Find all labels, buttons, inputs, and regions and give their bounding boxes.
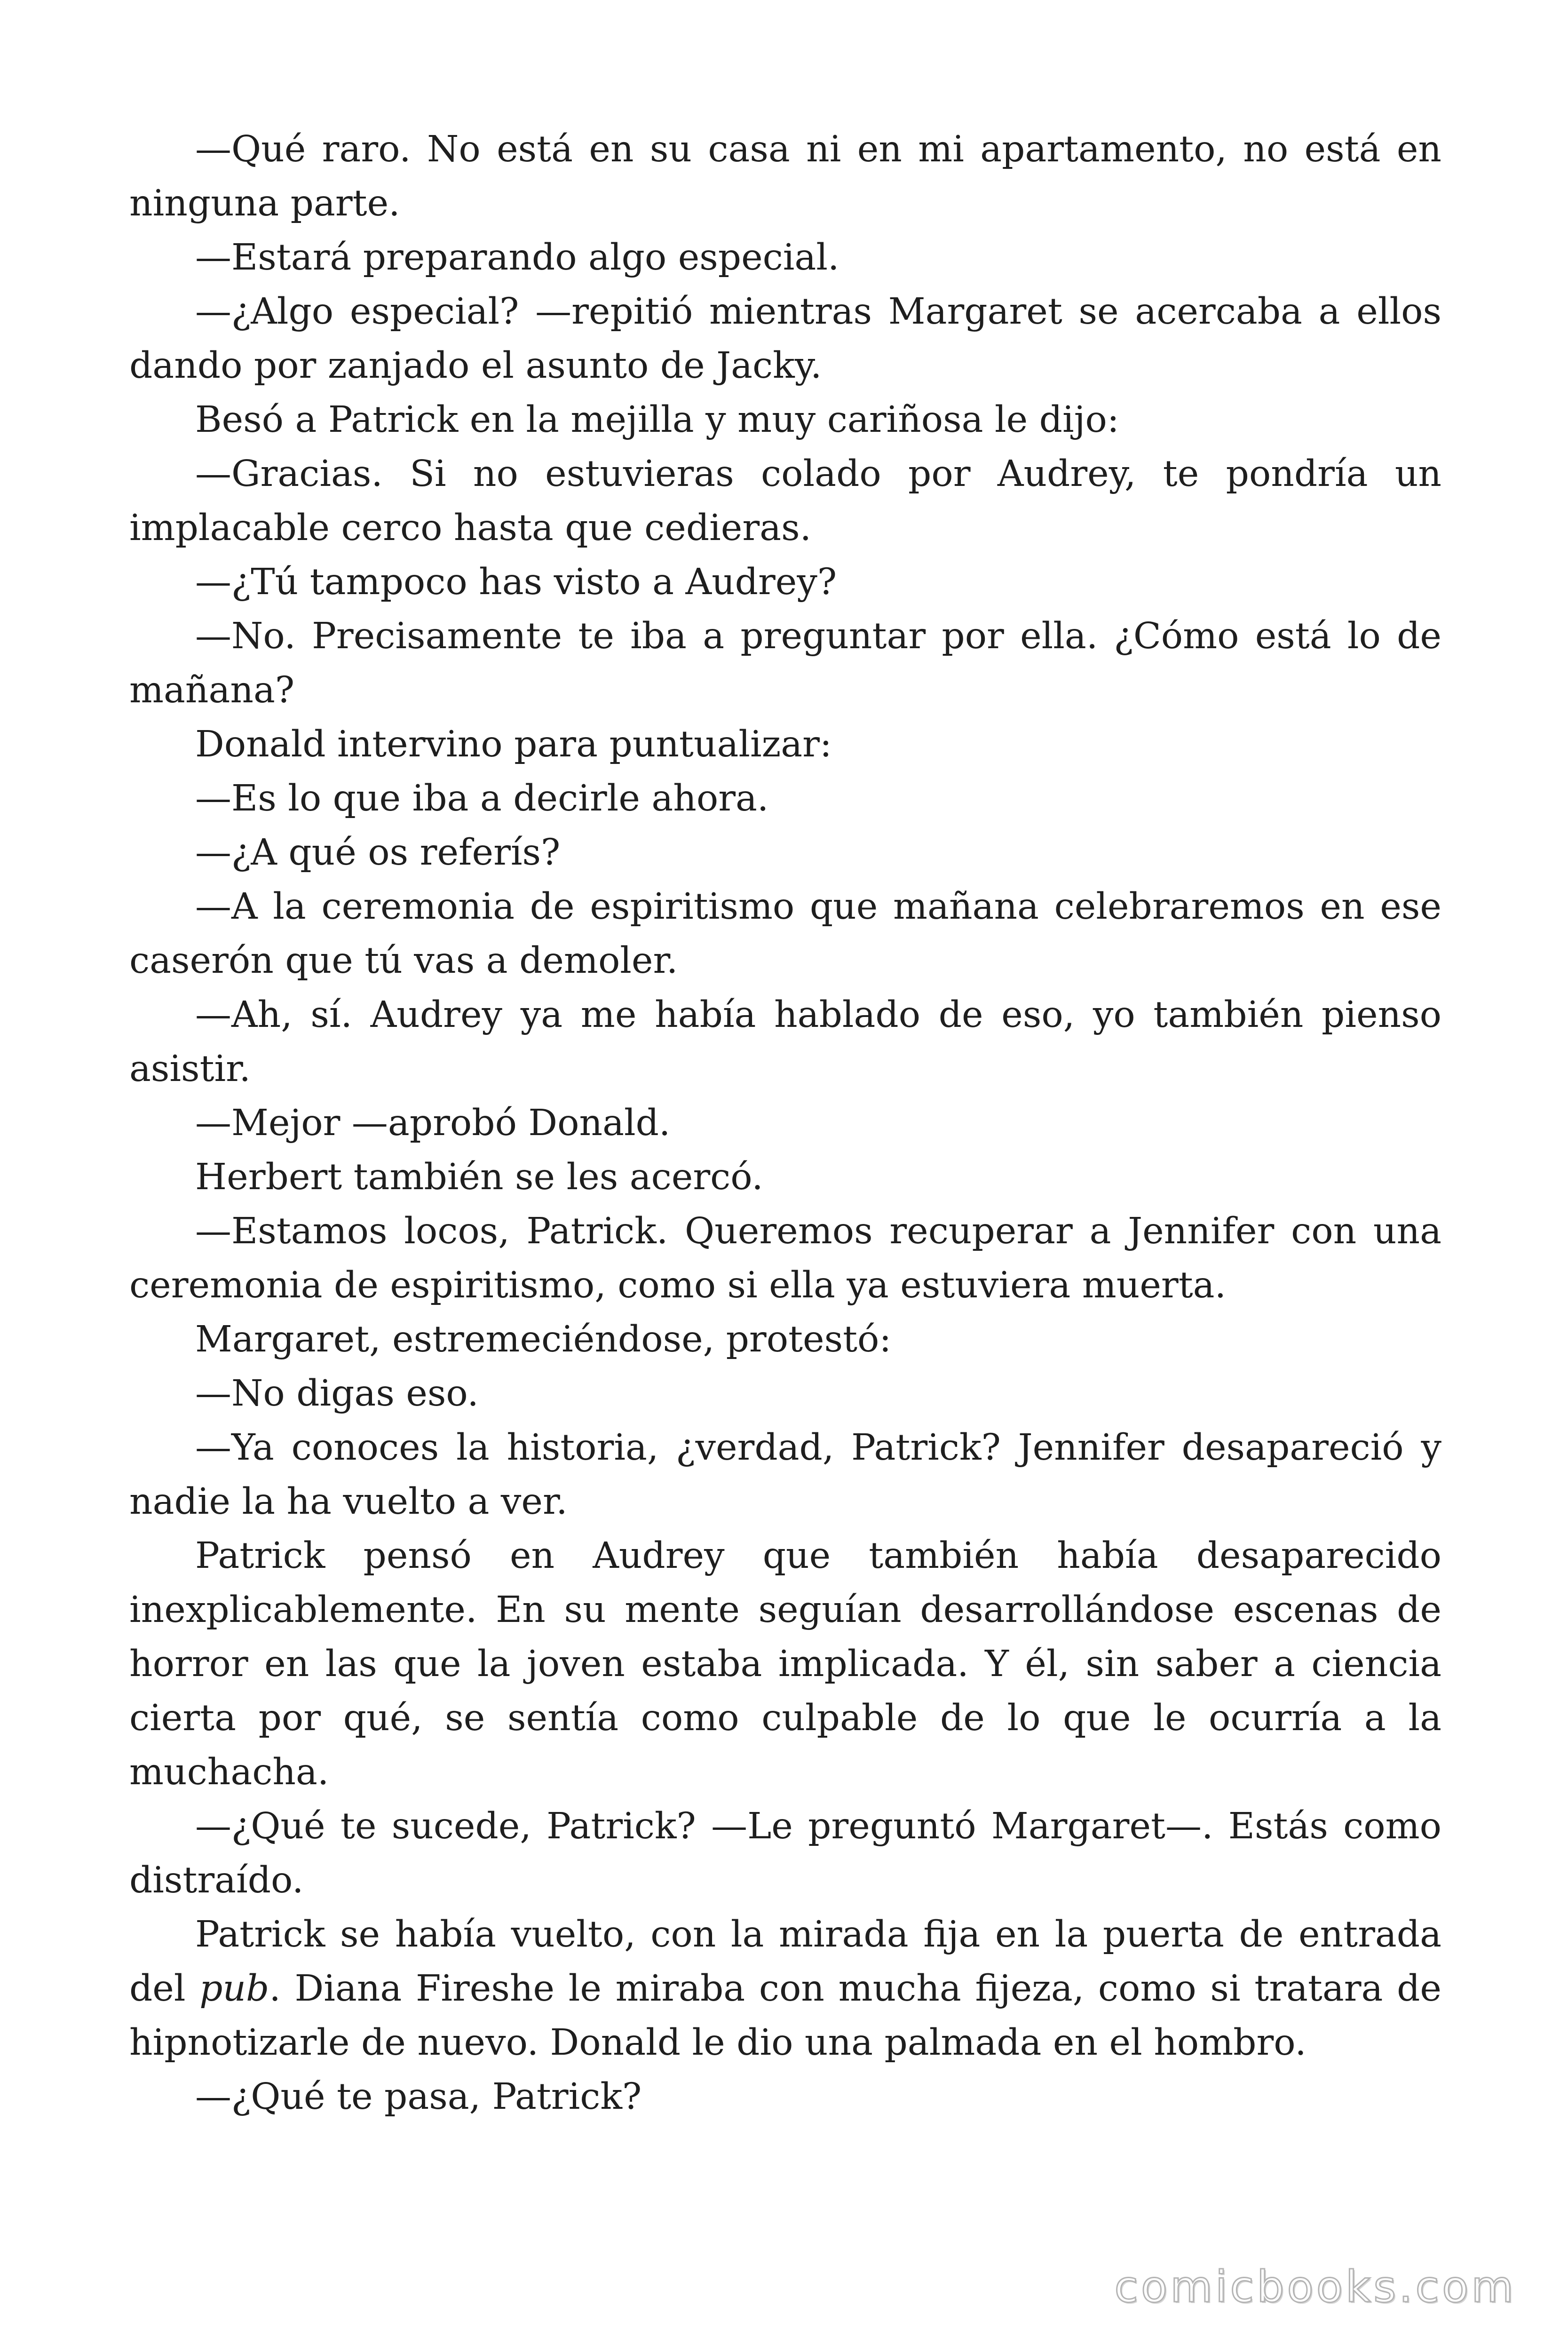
paragraph: —¿Algo especial? —repitió mientras Margaret se acercaba a ellos dando por zanjado el asunto de Jacky. [129,291,1441,387]
paragraph: Patrick pensó en Audrey que también había desaparecido inexplicablemente. En su mente seguían desarrollándose escenas de horror en las que la joven estaba implicada. Y él, sin saber a ciencia cierta por qué, se sentía como culpable de lo que le ocurría a la muchacha. [129,1535,1441,1793]
paragraph-pub-italic: pub [199,1968,269,2010]
paragraph: —Estamos locos, Patrick. Queremos recuperar a Jennifer con una ceremonia de espiritismo, como si ella ya estuviera muerta. [129,1210,1441,1306]
paragraph: —A la ceremonia de espiritismo que mañana celebraremos en ese caserón que tú vas a demoler. [129,886,1441,982]
paragraph: —Ya conoces la historia, ¿verdad, Patrick? Jennifer desapareció y nadie la ha vuelto a ver. [129,1427,1441,1523]
paragraph: —Qué raro. No está en su casa ni en mi apartamento, no está en ninguna parte. [129,128,1441,224]
paragraph: —Estará preparando algo especial. [195,237,839,278]
watermark-text: comicbooks.com [1114,2262,1516,2312]
paragraph: —¿Tú tampoco has visto a Audrey? [195,561,837,603]
paragraph: Donald intervino para puntualizar: [195,723,832,765]
paragraph: Herbert también se les acercó. [195,1156,763,1198]
page-text [129,122,1441,2124]
paragraph: —No. Precisamente te iba a preguntar por ella. ¿Cómo está lo de mañana? [129,615,1441,711]
paragraph: Margaret, estremeciéndose, protestó: [195,1319,892,1360]
paragraph: —¿A qué os referís? [195,832,561,874]
paragraph-last: —¿Qué te pasa, Patrick? [195,2076,642,2118]
paragraph-pub [129,1907,1441,2070]
paragraph: —Gracias. Si no estuvieras colado por Audrey, te pondría un implacable cerco hasta que cedieras. [129,453,1441,549]
paragraph: —¿Qué te sucede, Patrick? —Le preguntó Margaret—. Estás como distraído. [129,1805,1441,1901]
paragraph-pub-after: . Diana Fireshe le miraba con mucha fijeza, como si tratara de hipnotizarle de nuevo. Donald le dio una palmada en el hombro. [129,1968,1441,2064]
paragraph: —Es lo que iba a decirle ahora. [195,778,769,819]
paragraph: Besó a Patrick en la mejilla y muy cariñosa le dijo: [195,399,1119,441]
paragraph-pub-before: Patrick se había vuelto, con la mirada fija en la puerta de entrada del [129,1914,1441,2010]
paragraph: —No digas eso. [195,1373,479,1414]
paragraph: —Ah, sí. Audrey ya me había hablado de eso, yo también pienso asistir. [129,994,1441,1090]
paragraph: —Mejor —aprobó Donald. [195,1102,671,1144]
